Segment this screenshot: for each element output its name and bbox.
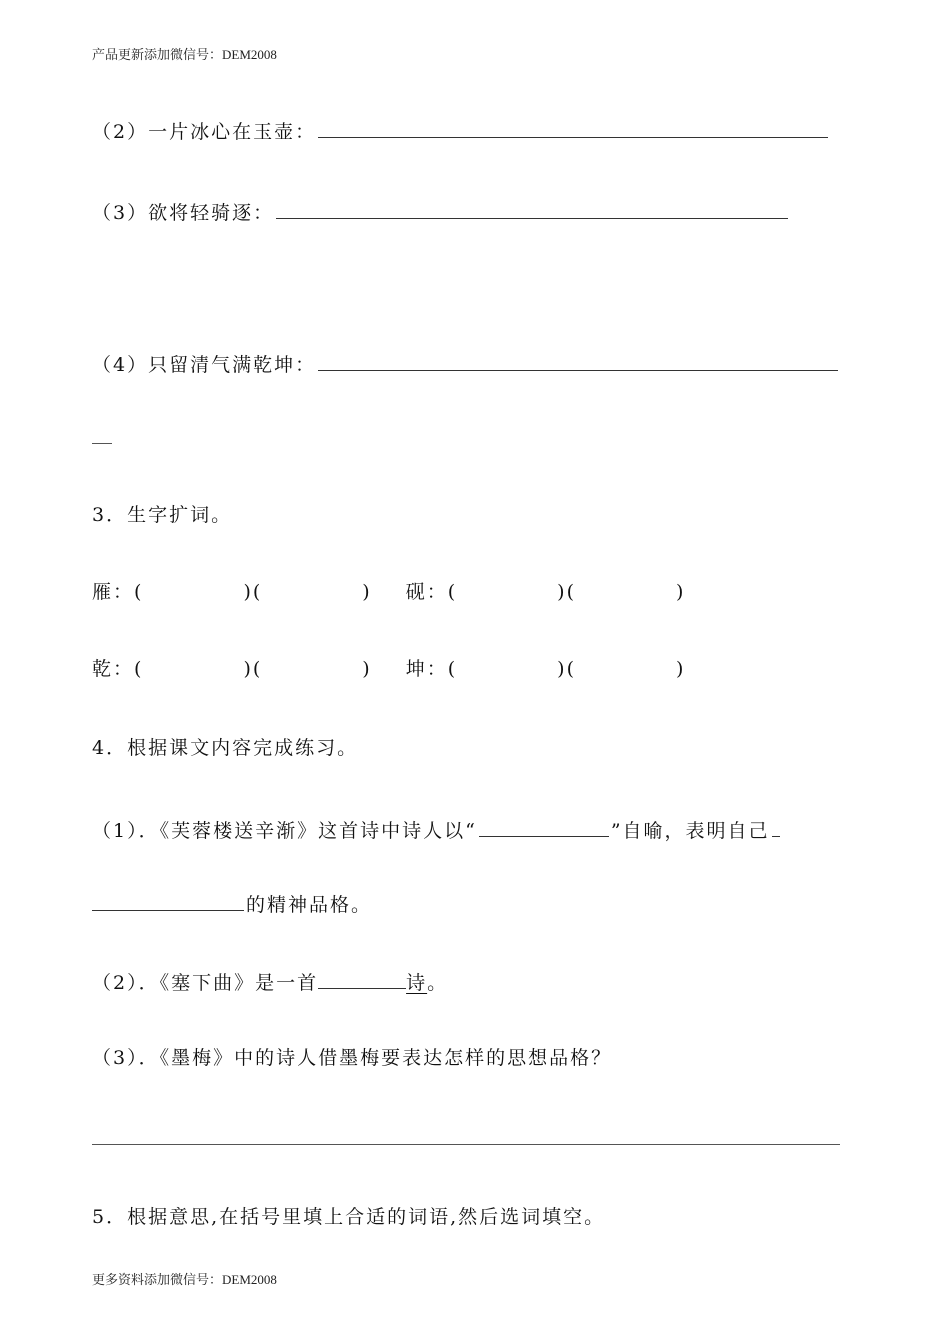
open-paren: ( (566, 581, 576, 603)
open-paren: ( (134, 658, 144, 680)
close-paren: ) (557, 658, 567, 680)
q3-row-2 (92, 657, 685, 681)
close-paren: ) (675, 581, 686, 603)
answer-blank[interactable] (318, 350, 838, 371)
page-header: 产品更新添加微信号：DEM2008 (92, 47, 277, 62)
char-label: 雁： (92, 581, 135, 603)
char-label: 乾： (92, 658, 135, 680)
answer-blank-continuation[interactable] (92, 443, 112, 444)
q2-item-3-label: （3）欲将轻骑逐： (92, 202, 275, 224)
open-paren: ( (447, 658, 458, 680)
q3-row-1 (92, 580, 685, 604)
answer-blank[interactable] (318, 968, 406, 989)
q2-item-4 (92, 350, 840, 377)
q4-item-1-text-a: （1）．《芙蓉楼送辛渐》这首诗中诗人以“ (92, 820, 477, 842)
q2-item-4-label: （4）只留清气满乾坤： (92, 354, 317, 376)
open-paren: ( (447, 581, 458, 603)
close-paren: ) (243, 658, 253, 680)
page-footer: 更多资料添加微信号：DEM2008 (92, 1272, 277, 1287)
close-paren: ) (362, 581, 372, 603)
q4-item-2 (92, 968, 448, 995)
char-label: 坤： (405, 658, 448, 680)
q4-item-2-text-a: （2）．《塞下曲》是一首 (92, 972, 319, 994)
q4-item-1-text-b: ”自喻，表明自己 (610, 820, 770, 842)
open-paren: ( (566, 658, 576, 680)
answer-blank[interactable] (92, 890, 244, 911)
answer-blank[interactable] (318, 117, 828, 138)
close-paren: ) (675, 658, 686, 680)
answer-blank[interactable] (276, 198, 788, 219)
char-label: 砚： (405, 581, 448, 603)
close-paren: ) (362, 658, 372, 680)
q2-item-3 (92, 198, 790, 225)
q4-item-1 (92, 816, 782, 843)
q4-item-2-text-c: 。 (427, 972, 449, 994)
close-paren: ) (243, 581, 253, 603)
open-paren: ( (252, 658, 263, 680)
open-paren: ( (134, 581, 144, 603)
q2-item-2-label: （2）一片冰心在玉壶： (92, 121, 317, 143)
answer-line[interactable] (92, 1144, 840, 1145)
q2-item-2 (92, 117, 830, 144)
open-paren: ( (252, 581, 263, 603)
q4-item-1-text-c: 的精神品格。 (246, 894, 373, 916)
close-paren: ) (557, 581, 567, 603)
q5-title: 5．根据意思,在括号里填上合适的词语,然后选词填空。 (92, 1206, 606, 1228)
answer-blank[interactable] (479, 816, 609, 837)
q4-item-1-cont (92, 890, 372, 917)
q4-title: 4．根据课文内容完成练习。 (92, 737, 359, 759)
answer-blank[interactable] (772, 816, 780, 837)
q4-item-2-text-b: 诗 (406, 972, 428, 994)
q3-title: 3．生字扩词。 (92, 504, 233, 526)
q4-item-3: （3）．《墨梅》中的诗人借墨梅要表达怎样的思想品格？ (92, 1047, 613, 1069)
